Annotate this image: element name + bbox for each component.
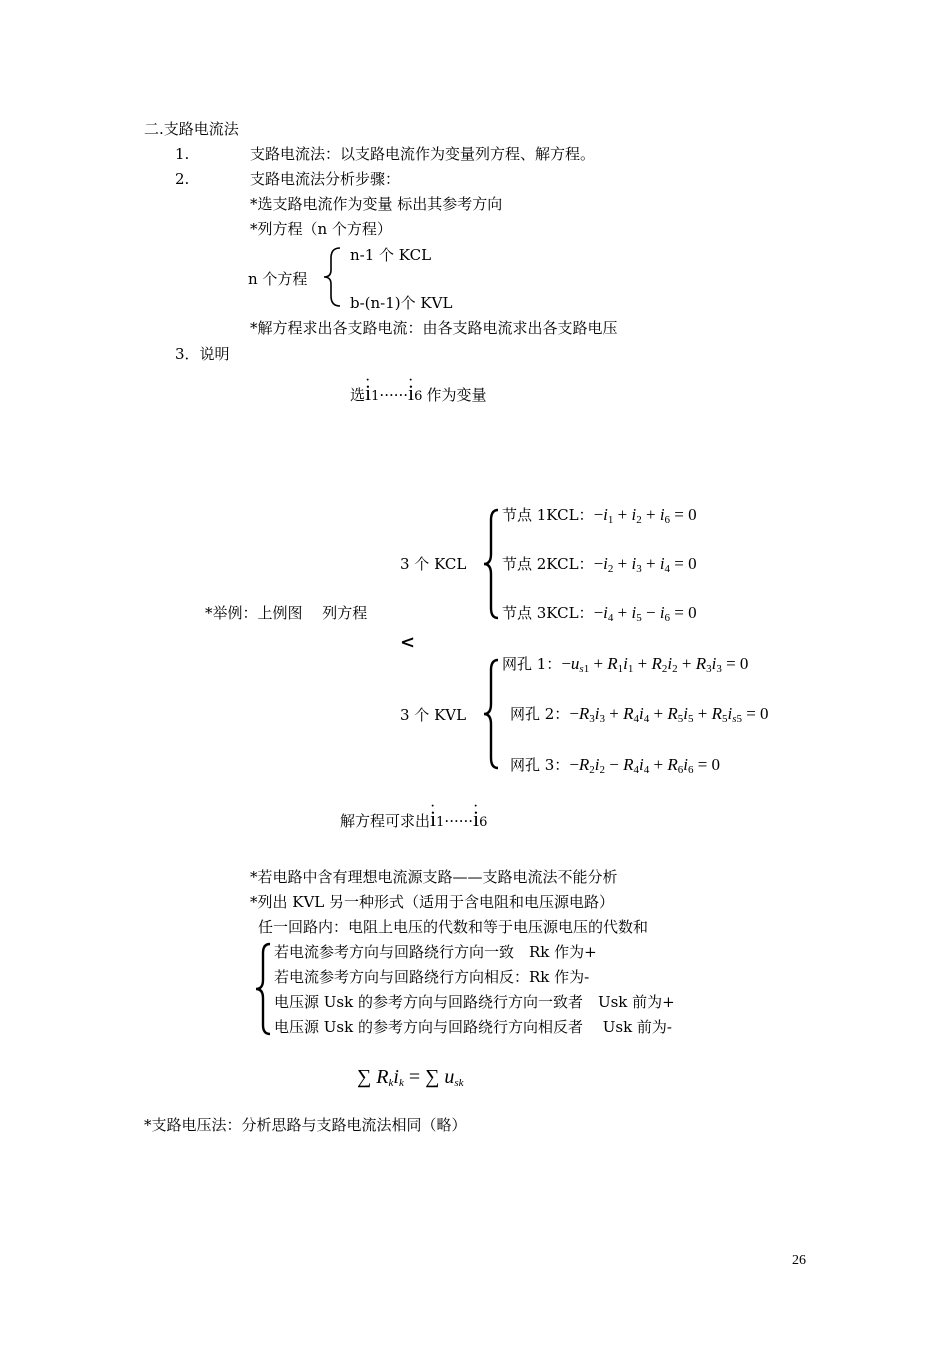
i-6-symbol: · i (408, 384, 414, 402)
n-equations-brace (322, 246, 346, 308)
kcl-node-2 (502, 555, 697, 573)
kcl-node-3 (502, 604, 697, 622)
note-title: 3．说明 (175, 345, 230, 363)
kvl-mesh-3-prefix: 网孔 3： (510, 756, 570, 774)
step-solve: *解方程求出各支路电流：由各支路电流求出各支路电压 (250, 319, 618, 337)
kvl-mesh-1-eq: $-u_{s1} + R_1i_1 + R_2i_2 + R_3i_3 = 0$ (561, 654, 749, 675)
solve-line (340, 806, 488, 832)
rule-rk-plus: 若电流参考方向与回路绕行方向一致 Rk 作为+ (274, 943, 597, 961)
item-1-number: 1. (175, 145, 190, 163)
kvl-count-line: b-(n-1)个 KVL (350, 294, 453, 312)
example-label: *举例：上例图 列方程 (205, 604, 368, 622)
kcl-node-2-eq: $-i_2 + i_3 + i_4 = 0$ (593, 554, 697, 575)
solve-ellipsis: ······ (444, 812, 474, 830)
kvl-mesh-2-prefix: 网孔 2： (510, 705, 570, 723)
kvl-mesh-3 (510, 756, 720, 774)
solve-prefix: 解方程可求出 (340, 812, 431, 830)
item-2-text: 支路电流法分析步骤： (250, 170, 401, 188)
kvl-mesh-1 (502, 655, 748, 673)
step-write-equations: *列方程（n 个方程） (250, 220, 392, 238)
n-equations-label: n 个方程 (248, 270, 308, 288)
i-1-subscript: 1 (371, 389, 380, 404)
kcl-3-label: 3 个 KCL (400, 555, 467, 573)
solve-i-6-symbol: · i (473, 810, 479, 828)
kvl-brace (482, 658, 502, 770)
kcl-count-line: n-1 个 KCL (350, 246, 432, 264)
solve-i-6-subscript: 6 (479, 815, 488, 830)
kvl-sum-formula: ∑ $R_ki_k$ = ∑ $u_{sk}$ (357, 1066, 464, 1089)
kvl-mesh-2-eq: $-R_3i_3 + R_4i_4 + R_5i_5 + R_5i_{s5} = 0$ (569, 704, 769, 725)
branch-voltage-method: *支路电压法：分析思路与支路电流法相同（略） (144, 1116, 467, 1134)
remark-kvl-form: *列出 KVL 另一种形式（适用于含电阻和电压源电路） (250, 893, 615, 911)
select-variables-line (350, 380, 487, 406)
kcl-brace (482, 508, 502, 620)
solve-i-1-subscript: 1 (436, 815, 445, 830)
i-6-subscript: 6 (414, 389, 423, 404)
rule-usk-plus: 电压源 Usk 的参考方向与回路绕行方向一致者 Usk 前为+ (274, 993, 675, 1011)
kcl-node-1 (502, 506, 697, 524)
solve-i-1-symbol: · i (430, 810, 436, 828)
kvl-mesh-3-eq: $-R_2i_2 - R_4i_4 + R_6i_6 = 0$ (569, 755, 721, 776)
kvl-mesh-1-prefix: 网孔 1： (502, 655, 562, 673)
outer-chevron: < (400, 632, 416, 653)
select-suffix: 作为变量 (426, 386, 487, 404)
rules-brace (254, 942, 274, 1036)
remark-current-source: *若电路中含有理想电流源支路——支路电流法不能分析 (250, 868, 618, 886)
item-2-number: 2. (175, 170, 190, 188)
kvl-3-label: 3 个 KVL (400, 706, 467, 724)
ellipsis-dots: ······ (379, 386, 409, 404)
page-number: 26 (792, 1253, 806, 1268)
section-title: 二.支路电流法 (144, 120, 239, 138)
step-select-variables: *选支路电流作为变量 标出其参考方向 (250, 195, 503, 213)
kcl-node-3-prefix: 节点 3KCL： (502, 604, 594, 622)
rule-rk-minus: 若电流参考方向与回路绕行方向相反：Rk 作为- (274, 968, 590, 986)
kvl-mesh-2 (510, 705, 769, 723)
item-1-text: 支路电流法：以支路电流作为变量列方程、解方程。 (250, 145, 596, 163)
kcl-node-3-eq: $-i_4 + i_5 - i_6 = 0$ (593, 603, 697, 624)
rule-usk-minus: 电压源 Usk 的参考方向与回路绕行方向相反者 Usk 前为- (274, 1018, 673, 1036)
i-1-symbol: · i (365, 384, 371, 402)
kcl-node-1-eq: $-i_1 + i_2 + i_6 = 0$ (593, 505, 697, 526)
remark-loop-rule: 任一回路内：电阻上电压的代数和等于电压源电压的代数和 (258, 918, 649, 936)
kcl-node-2-prefix: 节点 2KCL： (502, 555, 594, 573)
kcl-node-1-prefix: 节点 1KCL： (502, 506, 594, 524)
select-prefix: 选 (350, 386, 366, 404)
